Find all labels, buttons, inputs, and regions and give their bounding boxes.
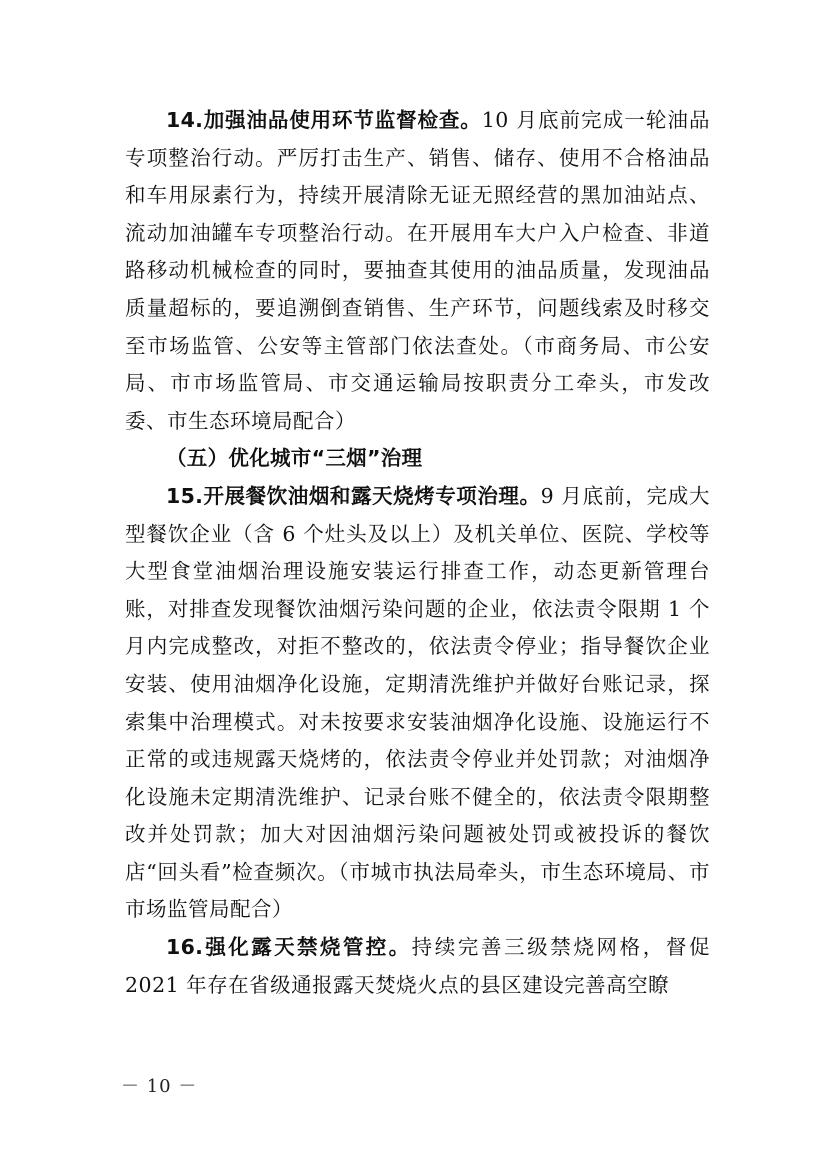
paragraph-15-text: 9 月底前，完成大型餐饮企业（含 6 个灶头及以上）及机关单位、医院、学校等大型食堂油烟治理设施安装运行排查工作，动态更新管理台账，对排查发现餐饮油烟污染问题的企业，依法责令限期 1 个月内完成整改，对拒不整改的，依法责令停业；指导餐饮企业安装、使用油烟净化设施，定期清洗维护并做好台账记录，探索集中治理模式。对未按要求安装油烟净化设施、设施运行不正常的或违规露天烧烤的，依法责令停业并处罚款；对油烟净化设施未定期清洗维护、记录台账不健全的，依法责令限期整改并处罚款；加大对因油烟污染问题被处罚或被投诉的餐饮店“回头看”检查频次。（市城市执法局牵头，市生态环境局、市市场监管局配合）	[125, 483, 711, 922]
paragraph-16-heading: 16.强化露天禁烧管控。	[166, 935, 412, 960]
paragraph-16-text: 持续完善三级禁烧网格，督促 2021 年存在省级通报露天焚烧火点的县区建设完善高空瞭	[125, 935, 710, 997]
paragraph-15-heading: 15.开展餐饮油烟和露天烧烤专项治理。	[166, 483, 541, 508]
paragraph-14-text: 10 月底前完成一轮油品专项整治行动。严厉打击生产、销售、储存、使用不合格油品和车用尿素行为，持续开展清除无证无照经营的黑加油站点、流动加油罐车专项整治行动。在开展用车大户入户检查、非道路移动机械检查的同时，要抽查其使用的油品质量，发现油品质量超标的，要追溯倒查销售、生产环节，问题线索及时移交至市场监管、公安等主管部门依法查处。（市商务局、市公安局、市市场监管局、市交通运输局按职责分工牵头，市发改委、市生态环境局配合）	[125, 108, 710, 433]
paragraph-16	[125, 929, 710, 1004]
paragraph-14	[125, 102, 710, 440]
page-number: － 10 －	[121, 1076, 198, 1097]
paragraph-14-heading: 14.加强油品使用环节监督检查。	[166, 108, 482, 132]
document-body	[125, 102, 710, 1004]
paragraph-15	[125, 478, 710, 929]
section-heading-5: （五）优化城市“三烟”治理	[166, 446, 423, 471]
